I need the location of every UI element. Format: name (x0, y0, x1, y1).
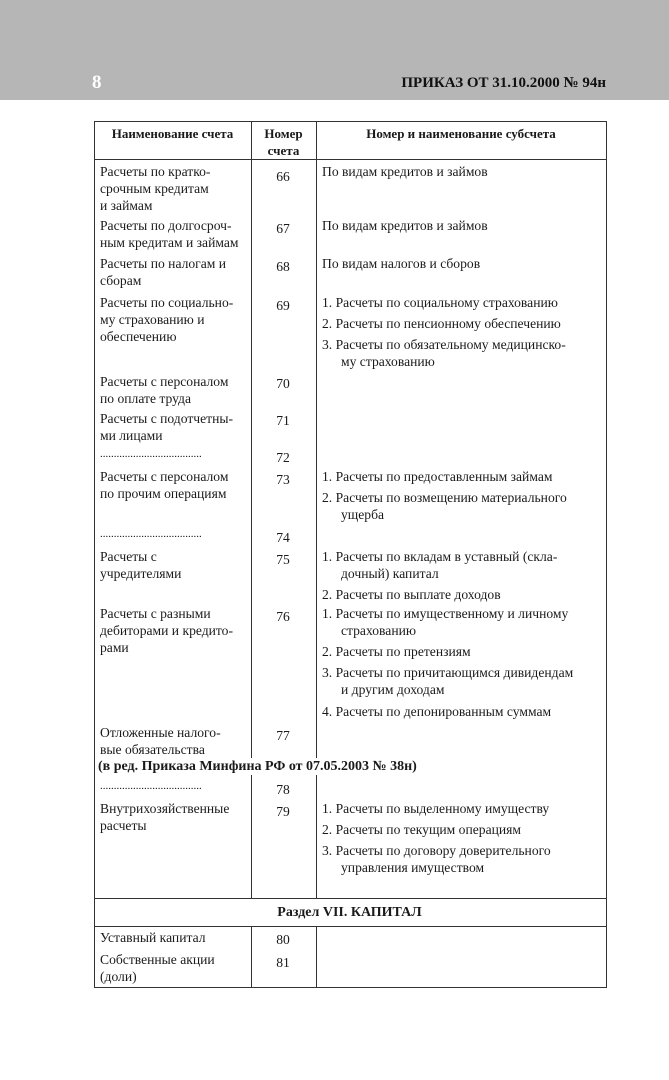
account-number: 77 (276, 728, 290, 743)
subaccount-line: 2. Расчеты по претензиям (322, 644, 471, 659)
account-number: 70 (276, 376, 290, 391)
account-name-line: Собственные акции (100, 952, 215, 967)
account-name-line: Расчеты с разными (100, 606, 211, 621)
account-number: 71 (276, 413, 290, 428)
account-number: 69 (276, 298, 290, 313)
subaccount-line: 2. Расчеты по возмещению материального (322, 490, 567, 505)
account-number: 68 (276, 259, 290, 274)
account-number: 79 (276, 804, 290, 819)
account-name-line: вые обязательства (100, 742, 205, 757)
account-name-line: Расчеты с персоналом (100, 469, 229, 484)
account-name-line: Расчеты по долгосроч- (100, 218, 232, 233)
account-name-line: срочным кредитам (100, 181, 209, 196)
account-name-line: Расчеты с подотчетны- (100, 411, 234, 426)
column-divider (251, 121, 252, 898)
subaccount-line: ущерба (341, 507, 385, 522)
section-divider (94, 926, 606, 927)
column-header-subaccount: Номер и наименование субсчета (366, 126, 556, 141)
subaccount-line: 2. Расчеты по выплате доходов (322, 587, 501, 602)
column-divider (316, 121, 317, 898)
subaccount-line: 3. Расчеты по договору доверительного (322, 843, 551, 858)
account-number: 75 (276, 552, 290, 567)
column-header-name: Наименование счета (111, 126, 234, 141)
account-name-line: ным кредитам и займам (100, 235, 239, 250)
subaccount-line: 2. Расчеты по текущим операциям (322, 822, 522, 837)
account-number: 67 (276, 221, 290, 236)
account-number: 74 (276, 530, 290, 545)
account-number: 76 (276, 609, 290, 624)
account-number: 73 (276, 472, 290, 487)
accounts-table (94, 121, 607, 988)
subaccount-line: 1. Расчеты по вкладам в уставный (скла- (322, 549, 558, 564)
account-name-placeholder: ..................................... (100, 528, 202, 540)
account-name-line: (доли) (100, 969, 137, 984)
subaccount-line: страхованию (341, 623, 417, 638)
subaccount-line: 1. Расчеты по выделенному имуществу (322, 801, 550, 816)
account-name-line: сборам (100, 273, 142, 288)
account-name-line: Расчеты по кратко- (100, 164, 211, 179)
account-number: 66 (276, 169, 290, 184)
account-number: 81 (276, 955, 290, 970)
subaccount-line: му страхованию (341, 354, 435, 369)
account-name-line: дебиторами и кредито- (100, 623, 234, 638)
column-header-number-line2: счета (267, 143, 300, 158)
account-name-line: Расчеты с персоналом (100, 374, 229, 389)
column-divider (251, 926, 252, 987)
account-name-line: Расчеты по налогам и (100, 256, 227, 271)
account-number: 80 (276, 932, 290, 947)
subaccount-line: 4. Расчеты по депонированным суммам (322, 704, 552, 719)
account-name-line: учредителями (100, 566, 182, 581)
subaccount-line: 3. Расчеты по причитающимся дивидендам (322, 665, 574, 680)
subaccount-line: По видам налогов и сборов (322, 256, 481, 271)
account-name-line: Внутрихозяйственные (100, 801, 230, 816)
subaccount-line: управления имуществом (341, 860, 485, 875)
amendment-note: (в ред. Приказа Минфина РФ от 07.05.2003 № 38н) (98, 758, 420, 775)
subaccount-line: и другим доходам (341, 682, 445, 697)
account-name-placeholder: ..................................... (100, 448, 202, 460)
header-divider (94, 159, 606, 160)
account-name-line: ми лицами (100, 428, 163, 443)
account-name-line: рами (100, 640, 129, 655)
column-divider (316, 926, 317, 987)
subaccount-line: 2. Расчеты по пенсионному обеспечению (322, 316, 561, 331)
account-number: 72 (276, 450, 290, 465)
account-name-line: и займам (100, 198, 153, 213)
subaccount-line: По видам кредитов и займов (322, 164, 488, 179)
account-name-line: по оплате труда (100, 391, 191, 406)
account-name-placeholder: ..................................... (100, 780, 202, 792)
subaccount-line: 1. Расчеты по имущественному и личному (322, 606, 569, 621)
subaccount-line: 3. Расчеты по обязательному медицинско- (322, 337, 566, 352)
column-header-number-line1: Номер (264, 126, 303, 141)
order-title: ПРИКАЗ ОТ 31.10.2000 № 94н (401, 75, 606, 91)
page-number: 8 (92, 72, 102, 93)
account-name-line: расчеты (100, 818, 147, 833)
section-title: Раздел VII. КАПИТАЛ (277, 905, 422, 920)
account-name-line: Расчеты с (100, 549, 157, 564)
account-name-line: му страхованию и (100, 312, 205, 327)
subaccount-line: По видам кредитов и займов (322, 218, 488, 233)
account-name-line: по прочим операциям (100, 486, 227, 501)
section-divider (94, 898, 606, 899)
account-number: 78 (276, 782, 290, 797)
page-header-band (0, 0, 669, 100)
account-name-line: Отложенные налого- (100, 725, 221, 740)
subaccount-line: 1. Расчеты по социальному страхованию (322, 295, 558, 310)
subaccount-line: 1. Расчеты по предоставленным займам (322, 469, 553, 484)
subaccount-line: дочный) капитал (341, 566, 439, 581)
account-name-line: обеспечению (100, 329, 177, 344)
account-name-line: Уставный капитал (100, 930, 206, 945)
account-name-line: Расчеты по социально- (100, 295, 234, 310)
